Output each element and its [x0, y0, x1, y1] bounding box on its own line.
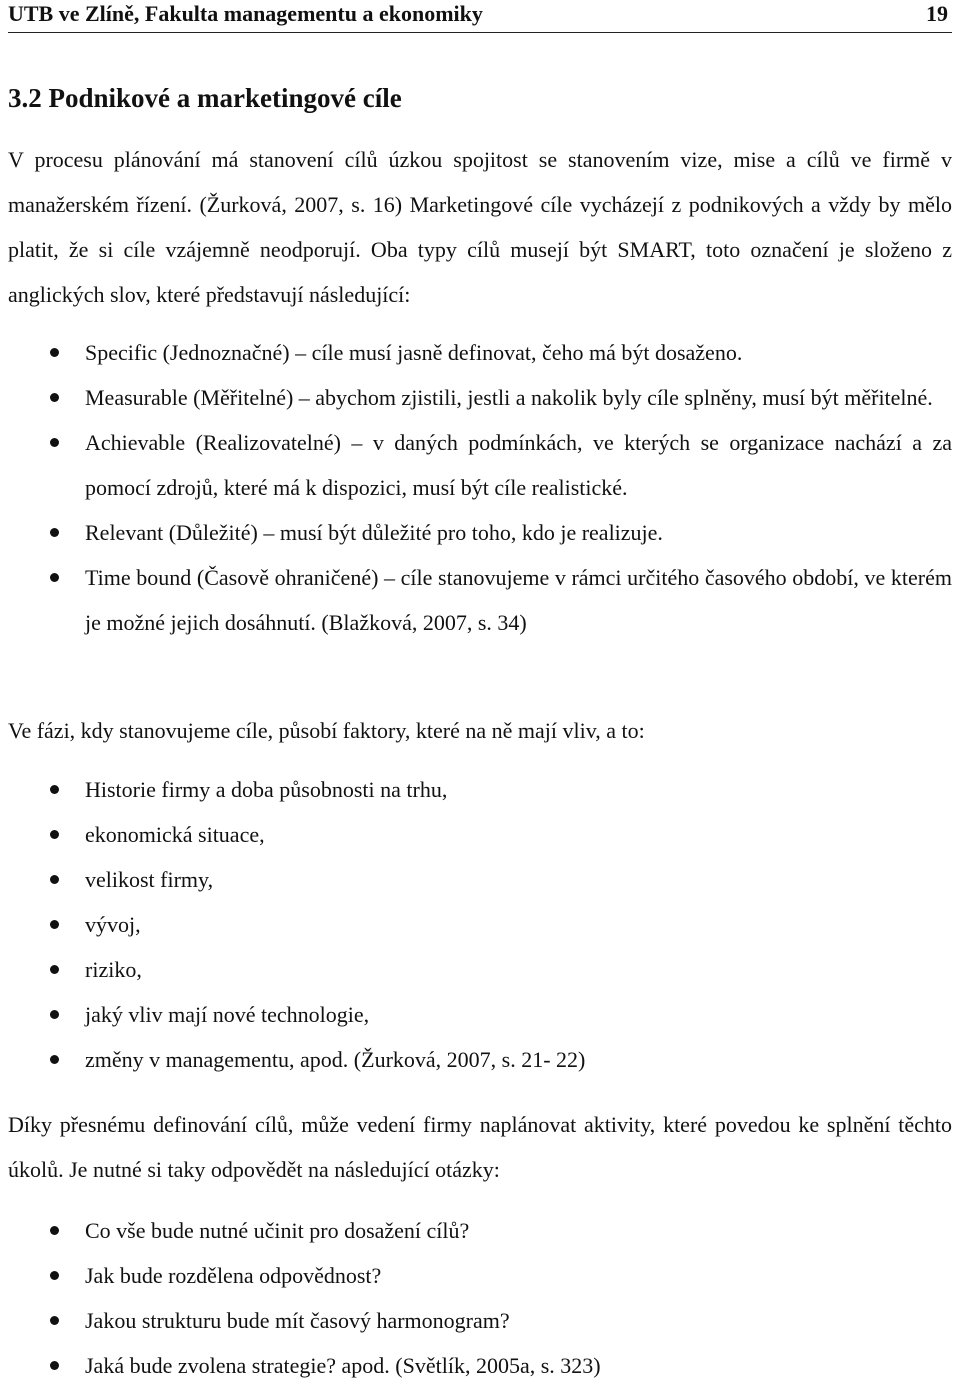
bullet-icon: [50, 785, 59, 794]
bullet-icon: [50, 1226, 59, 1235]
questions-list: [0, 1208, 960, 1388]
bullet-icon: [50, 438, 59, 447]
smart-list: [0, 330, 960, 645]
list-item: [0, 375, 960, 420]
bullet-icon: [50, 875, 59, 884]
list-item-text: Jakou strukturu bude mít časový harmonogram?: [85, 1308, 510, 1333]
bullet-icon: [50, 393, 59, 402]
list-item-text: Time bound (Časově ohraničené) – cíle stanovujeme v rámci určitého časového období, ve kterém je možné jejich dosáhnutí. (Blažková, 2007, s. 34): [85, 565, 952, 635]
factors-list: [0, 767, 960, 1082]
list-item: [0, 1298, 960, 1343]
list-item-text: Measurable (Měřitelné) – abychom zjistili, jestli a nakolik byly cíle splněny, musí být měřitelné.: [85, 385, 933, 410]
list-item: [0, 510, 960, 555]
list-item: [0, 330, 960, 375]
bullet-icon: [50, 1316, 59, 1325]
page-header: [8, 0, 952, 33]
bullet-icon: [50, 528, 59, 537]
bullet-icon: [50, 1010, 59, 1019]
bullet-icon: [50, 1055, 59, 1064]
list-item-text: vývoj,: [85, 912, 141, 937]
list-item-text: Historie firmy a doba působnosti na trhu,: [85, 777, 448, 802]
list-item: [0, 1208, 960, 1253]
list-item: [0, 1343, 960, 1388]
list-item: [0, 1037, 960, 1082]
bullet-icon: [50, 830, 59, 839]
list-item-text: velikost firmy,: [85, 867, 214, 892]
list-item: [0, 812, 960, 857]
bullet-icon: [50, 1271, 59, 1280]
section-heading: 3.2 Podnikové a marketingové cíle: [8, 83, 402, 113]
list-item-text: ekonomická situace,: [85, 822, 265, 847]
intro-paragraph: V procesu plánování má stanovení cílů úzkou spojitost se stanovením vize, mise a cílů ve firmě v manažerském řízení. (Žurková, 2007, s. 16) Marketingové cíle vycházejí z podnikových a vždy by mělo platit, že si cíle vzájemně neodporují. Oba typy cílů musejí být SMART, toto označení je složeno z anglických slov, které představují následující:: [8, 147, 952, 307]
page-number: 19: [926, 1, 948, 26]
list-item-text: Jak bude rozdělena odpovědnost?: [85, 1263, 382, 1288]
list-item-text: jaký vliv mají nové technologie,: [85, 1002, 370, 1027]
list-item-text: Relevant (Důležité) – musí být důležité pro toho, kdo je realizuje.: [85, 520, 663, 545]
bullet-icon: [50, 573, 59, 582]
bullet-icon: [50, 348, 59, 357]
questions-intro: Díky přesnému definování cílů, může vedení firmy naplánovat aktivity, které povedou ke splnění těchto úkolů. Je nutné si taky odpovědět na následující otázky:: [8, 1112, 952, 1182]
list-item: [0, 1253, 960, 1298]
header-title: UTB ve Zlíně, Fakulta managementu a ekonomiky: [8, 1, 483, 26]
list-item-text: Co vše bude nutné učinit pro dosažení cílů?: [85, 1218, 470, 1243]
list-item: [0, 767, 960, 812]
list-item: [0, 857, 960, 902]
list-item-text: riziko,: [85, 957, 142, 982]
list-item: [0, 420, 960, 510]
list-item: [0, 992, 960, 1037]
bullet-icon: [50, 1361, 59, 1370]
list-item: [0, 947, 960, 992]
list-item-text: Achievable (Realizovatelné) – v daných podmínkách, ve kterých se organizace nachází a za pomocí zdrojů, které má k dispozici, musí být cíle realistické.: [85, 430, 952, 500]
list-item: [0, 555, 960, 645]
list-item-text: změny v managementu, apod. (Žurková, 2007, s. 21- 22): [85, 1047, 586, 1072]
factors-intro: Ve fázi, kdy stanovujeme cíle, působí faktory, které na ně mají vliv, a to:: [8, 718, 645, 743]
bullet-icon: [50, 965, 59, 974]
bullet-icon: [50, 920, 59, 929]
list-item: [0, 902, 960, 947]
list-item-text: Specific (Jednoznačné) – cíle musí jasně definovat, čeho má být dosaženo.: [85, 340, 743, 365]
list-item-text: Jaká bude zvolena strategie? apod. (Světlík, 2005a, s. 323): [85, 1353, 601, 1378]
